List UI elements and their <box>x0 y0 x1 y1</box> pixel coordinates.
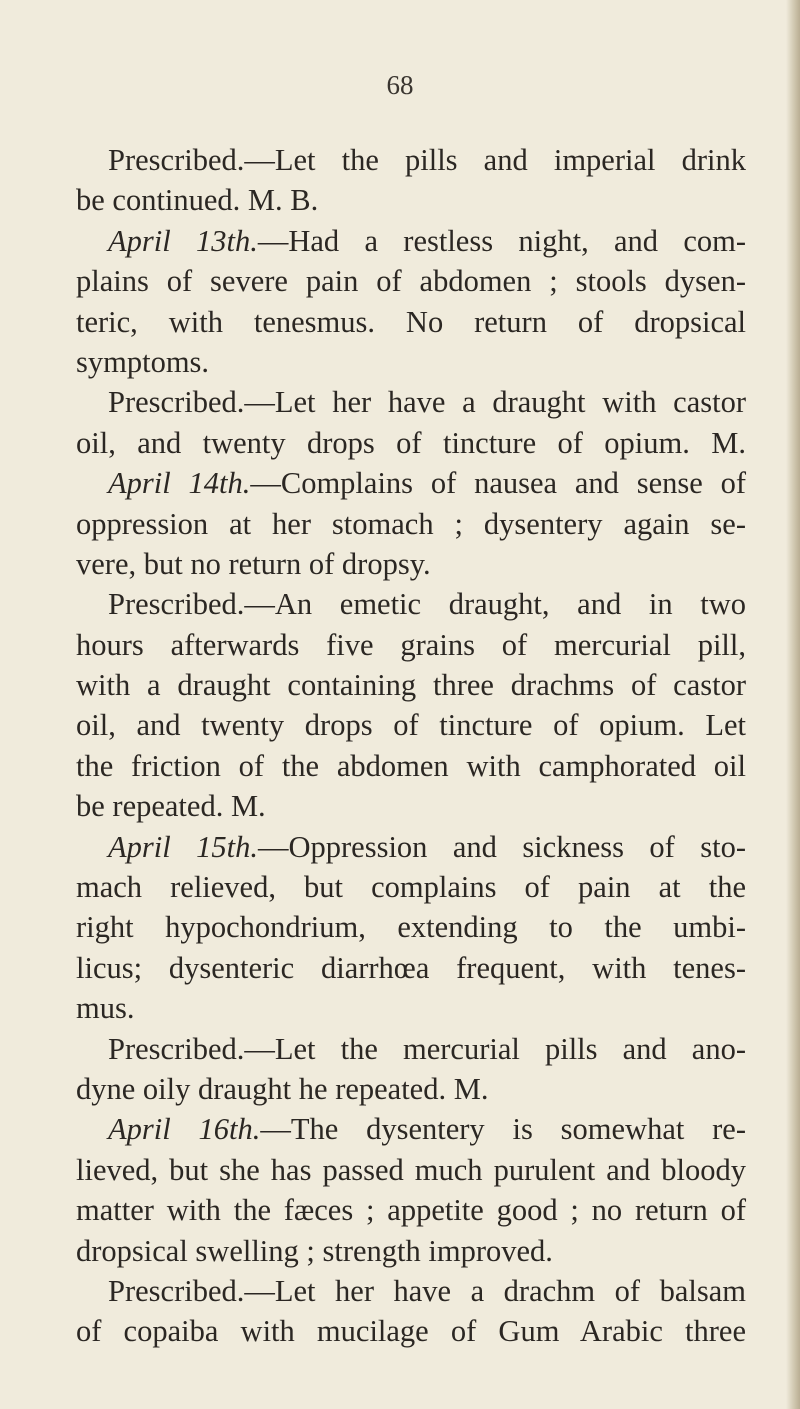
text-line: hours afterwards five grains of mercurial pill, <box>76 627 746 662</box>
text-line: licus; dysenteric diarrhœa frequent, with tenes- <box>76 950 746 985</box>
body-text <box>76 140 746 1352</box>
text-line: April 16th.—The dysentery is somewhat re- <box>108 1112 747 1147</box>
entry-date: April 14th. <box>108 466 251 501</box>
text-line: dropsical swelling ; strength improved. <box>76 1233 553 1268</box>
text-line: be continued. M. B. <box>76 183 319 218</box>
text-line: vere, but no return of dropsy. <box>76 546 431 581</box>
text-line: mus. <box>76 991 135 1026</box>
text-line: plains of severe pain of abdomen ; stools dysen- <box>76 264 746 299</box>
text-line: oil, and twenty drops of tincture of opium. M. <box>76 425 746 460</box>
text-line: with a draught containing three drachms of castor <box>76 668 746 703</box>
page-edge <box>786 0 800 1409</box>
text-line: matter with the fæces ; appetite good ; no return of <box>76 1193 746 1228</box>
text-line: teric, with tenesmus. No return of dropsical <box>76 304 746 339</box>
text-line: be repeated. M. <box>76 789 266 824</box>
text-line: April 13th.—Had a restless night, and com- <box>108 223 746 258</box>
text-line: right hypochondrium, extending to the umbi- <box>76 910 746 945</box>
text-line: April 14th.—Complains of nausea and sense of <box>108 466 746 501</box>
entry-date: April 16th. <box>108 1112 261 1147</box>
text-line: Prescribed.—Let the pills and imperial drink <box>108 143 746 177</box>
entry-date: April 13th. <box>108 223 258 258</box>
text-line: dyne oily draught he repeated. M. <box>76 1071 489 1106</box>
entry-date: April 15th. <box>108 829 258 864</box>
text-line: Prescribed.—Let her have a draught with castor <box>108 385 746 420</box>
text-line: of copaiba with mucilage of Gum Arabic three <box>76 1314 746 1349</box>
text-line: symptoms. <box>76 344 210 379</box>
text-line: mach relieved, but complains of pain at the <box>76 870 746 905</box>
text-line: Prescribed.—Let the mercurial pills and ano- <box>108 1031 746 1066</box>
text-line: Prescribed.—An emetic draught, and in two <box>108 587 746 622</box>
text-line: oppression at her stomach ; dysentery again se- <box>76 506 746 541</box>
text-line: Prescribed.—Let her have a drachm of balsam <box>108 1273 746 1308</box>
text-line: the friction of the abdomen with camphorated oil <box>76 748 746 783</box>
page-number: 68 <box>386 70 414 100</box>
text-line: oil, and twenty drops of tincture of opium. Let <box>76 708 746 743</box>
text-line: lieved, but she has passed much purulent and bloody <box>76 1152 746 1187</box>
text-line: April 15th.—Oppression and sickness of sto- <box>108 829 746 864</box>
